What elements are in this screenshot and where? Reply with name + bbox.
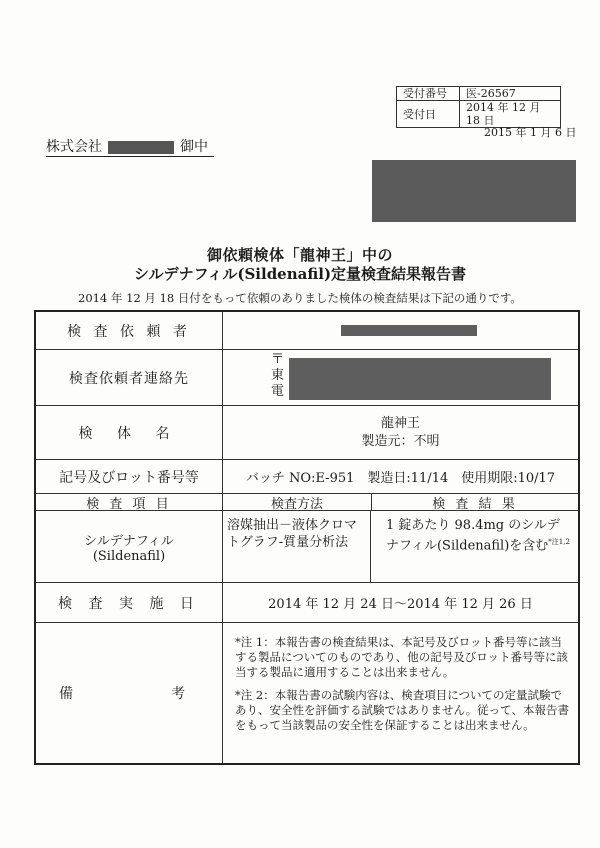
receipt-stamp <box>396 86 561 128</box>
lot-row <box>36 460 578 494</box>
requester-value <box>223 312 578 349</box>
addressee-suffix: 御中 <box>180 139 208 155</box>
intro-text: 2014 年 12 月 18 日付をもって依頼のありました検体の検査結果は下記の通りです。 <box>78 291 522 305</box>
test-item-name: シルデナフィル <box>84 533 174 549</box>
lot-value: バッチ NO:E-951 製造日:11/14 使用期限:10/17 <box>245 471 556 486</box>
test-item <box>36 511 223 582</box>
receipt-number-value: 医-26567 <box>460 87 561 101</box>
receipt-number-label: 受付番号 <box>397 87 460 101</box>
lot-label: 記号及びロット番号等 <box>36 460 223 493</box>
contact-label: 検査依頼者連絡先 <box>36 350 223 405</box>
test-row <box>36 511 578 583</box>
requester-label: 検 査 依 頼 者 <box>36 312 223 349</box>
contact-phone-partial: 電 <box>271 384 285 399</box>
sample-value <box>223 406 578 459</box>
addressee <box>46 138 214 157</box>
redaction-bar <box>289 358 551 400</box>
note-1: *注 1：本報告書の検査結果は、本記号及びロット番号等に該当する製品についてのものであり、他の記号及びロット番号等に該当する製品に適用することは出来ません。 <box>235 635 569 679</box>
remarks-label: 備 考 <box>36 623 223 763</box>
test-result-text: 1 錠あたり 98.4mg のシルデナフィル(Sildenafil)を含む <box>386 518 560 554</box>
period-row <box>36 583 578 623</box>
test-result <box>372 511 578 582</box>
test-header-row <box>36 494 578 511</box>
receipt-date-value: 2014 年 12 月 18 日 <box>460 101 561 128</box>
receipt-date-label: 受付日 <box>397 101 460 128</box>
contact-address-partial: 東 <box>271 368 285 383</box>
test-item-name-en: (Sildenafil) <box>92 548 166 564</box>
contact-row <box>36 350 578 406</box>
test-method: 溶媒抽出－液体クロマトグラフ-質量分析法 <box>223 511 371 582</box>
report-title-line2: シルデナフィル(Sildenafil)定量検査結果報告書 <box>133 265 467 283</box>
addressee-prefix: 株式会社 <box>46 139 102 155</box>
contact-value <box>223 350 578 405</box>
report-date: 2015 年 1 月 6 日 <box>484 126 577 139</box>
report-title-line1: 御依頼検体「龍神王」中の <box>206 246 393 264</box>
redacted-issuer-block <box>372 160 576 222</box>
period-value: 2014 年 12 月 24 日～2014 年 12 月 26 日 <box>268 597 533 612</box>
contact-postal-mark: 〒 <box>271 352 285 367</box>
sample-maker: 製造元：不明 <box>361 433 440 449</box>
header-method: 検査方法 <box>223 494 372 510</box>
header-result: 検 査 結 果 <box>432 496 518 512</box>
remarks-row <box>36 623 578 763</box>
requester-row <box>36 312 578 350</box>
header-item: 検 査 項 目 <box>36 494 223 510</box>
result-table <box>34 310 580 765</box>
note-2: *注 2：本報告書の試験内容は、検査項目についての定量試験であり、安全性を評価する試験ではありません。従って、本報告書をもって当該製品の安全性を保証することは出来ません。 <box>235 688 569 732</box>
sample-row <box>36 406 578 460</box>
sample-name: 龍神王 <box>380 415 420 431</box>
period-label: 検 査 実 施 日 <box>36 583 223 622</box>
remarks-value <box>223 623 578 763</box>
test-result-note: *注1,2 <box>548 538 570 546</box>
redaction-bar <box>341 325 477 336</box>
redaction-bar <box>108 141 174 154</box>
sample-label: 検 体 名 <box>36 406 223 459</box>
